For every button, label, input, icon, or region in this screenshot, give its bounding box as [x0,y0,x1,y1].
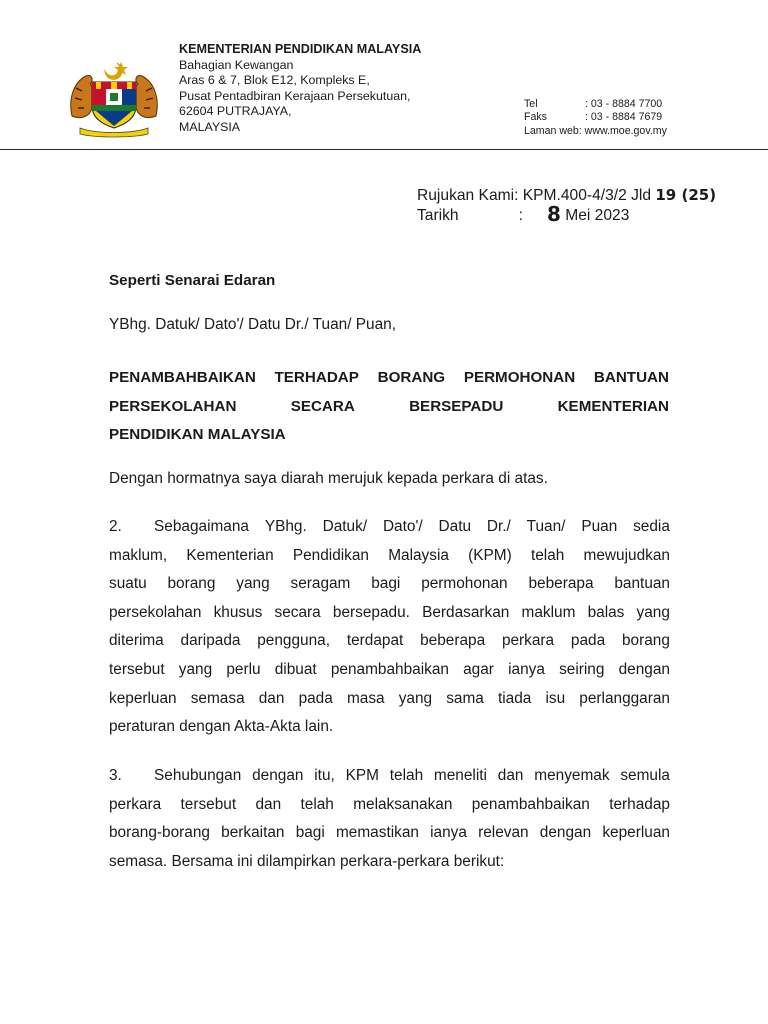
word: Dr./ [486,518,511,535]
word: BERSEPADU [409,397,504,415]
paragraph-line: peraturan dengan Akta-Akta lain. [109,718,334,736]
address-line: Bahagian Kewangan [179,57,294,72]
tel-row [524,98,667,111]
word: itu, [314,767,335,784]
word: sedia [633,518,670,535]
paragraph-line [109,656,670,685]
letterhead-divider [0,149,768,150]
word: tersebut [180,795,237,813]
web-row [524,125,667,138]
word: melaksanakan [353,795,453,813]
tel-value: : 03 - 8884 7700 [585,98,663,110]
word: isu [545,689,566,707]
subject-line: PENDIDIKAN MALAYSIA [109,426,286,443]
word: perlu [226,660,261,678]
word: maklum [521,603,576,621]
word: maklum, [109,546,168,564]
word: agar [463,660,494,678]
word: semasa [190,689,245,707]
fax-value: : 03 - 8884 7679 [585,111,663,124]
word: seiring [559,660,605,678]
tel-label: Tel [524,98,538,110]
malaysia-coat-of-arms-icon [66,58,162,138]
word: 3. Sehubungan [109,762,241,791]
word: keperluan [109,689,177,707]
word: 2. Sebagaimana [109,513,249,542]
date-value: Mei 2023 [565,207,630,224]
word: permohonan [421,575,508,593]
word: Malaysia [388,546,449,564]
word: dengan [539,824,592,842]
reference-label: Rujukan Kami: KPM.400-4/3/2 Jld [417,187,652,204]
word: menyemak [534,767,610,784]
word: pengguna, [257,632,331,650]
word: yang [236,575,270,593]
reference-handwritten: 19 (25) [655,186,717,204]
word: masa [346,689,385,707]
word: daripada [180,632,241,650]
ministry-name: KEMENTERIAN PENDIDIKAN MALAYSIA [179,42,422,56]
word: khusus [213,603,263,621]
paragraph-number: 3. [109,767,122,784]
paragraph-2 [109,513,670,742]
paragraph-line [109,542,670,571]
word: perlanggaran [579,689,670,707]
word: Datu [438,518,472,535]
word: tersebut [109,660,165,678]
word: balas [587,603,625,621]
fax-row [524,111,667,124]
word: bersepadu. [332,603,410,621]
web-label: Laman web [524,124,579,137]
date-colon: : [518,207,523,224]
word: yang [178,660,213,678]
word: bagi [295,824,325,842]
word: ianya [508,660,545,678]
word: beberapa [528,575,594,593]
paragraph-line [109,599,670,628]
word: dengan [252,767,304,784]
word: pada [570,632,606,650]
word: PERSEKOLAHAN [109,397,237,415]
word: perkara [109,795,162,813]
paragraph-line [109,513,670,542]
word: diterima [109,632,164,650]
paragraph-line [109,570,670,599]
date-label: Tarikh [417,207,459,224]
word: meneliti [433,767,487,784]
paragraph-line [109,819,670,848]
word: PERMOHONAN [463,369,576,386]
word: secara [274,603,321,621]
address-line: 62604 PUTRAJAYA, [179,104,292,119]
subject-heading [109,364,669,450]
word: bantuan [614,575,670,593]
word: penambahbaikan [471,795,590,813]
word: yang [636,603,670,621]
word: PENAMBAHBAIKAN [109,369,256,386]
word: perkara [501,632,555,650]
word: seragam [290,575,351,593]
salutation: YBhg. Datuk/ Dato'/ Datu Dr./ Tuan/ Puan, [109,316,396,333]
word: telah [300,795,334,813]
word: berkaitan [221,824,285,842]
word: borang [167,575,216,593]
word: terdapat [346,632,404,650]
word: sama [446,689,484,707]
word: YBhg. [264,518,307,535]
word: keperluan [602,824,670,842]
word: memastikan [335,824,419,842]
paragraph-number: 2. [109,518,122,535]
address-line: MALAYSIA [179,119,241,134]
fax-label: Faks [524,111,547,124]
word: borang-borang [109,824,210,842]
word: TERHADAP [274,369,359,386]
letterhead-organisation [179,42,421,136]
word: KPM [345,767,379,784]
date-row [417,202,716,226]
word: KEMENTERIAN [557,397,669,415]
word: Kementerian [186,546,274,564]
paragraph-line [109,762,670,791]
subject-line [109,393,669,422]
word: dan [258,689,285,707]
word: terhadap [609,795,670,813]
word: semula [620,767,670,784]
web-value: : www.moe.gov.my [578,124,667,137]
word: penambahbaikan [330,660,449,678]
word: relevan [478,824,529,842]
paragraph-line: semasa. Bersama ini dilampirkan perkara-perkara berikut: [109,852,505,870]
word: ianya [430,824,467,842]
word: Dato'/ [382,518,423,535]
word: Puan [581,518,618,535]
word: BANTUAN [593,369,669,386]
word: dengan [618,660,670,678]
word: Tuan/ [526,518,566,535]
word: dan [497,767,524,784]
word: dan [255,795,282,813]
address-line: Aras 6 & 7, Blok E12, Kompleks E, [179,73,370,88]
word: SECARA [290,397,355,415]
word: yang [398,689,433,707]
word: borang [621,632,670,650]
paragraph-line [109,685,670,714]
word: persekolahan [109,603,202,621]
word: (KPM) [468,546,512,564]
word: telah [530,546,565,564]
recipient: Seperti Senarai Edaran [109,272,276,289]
word: BORANG [377,369,446,386]
word: tiada [497,689,532,707]
paragraph-line [109,791,670,820]
subject-line [109,364,669,393]
word: suatu [109,575,147,593]
word: dibuat [274,660,317,678]
reference-block [417,186,716,225]
date-day-handwritten: 8 [546,202,561,226]
word: Berdasarkan [422,603,510,621]
word: Pendidikan [292,546,369,564]
word: telah [389,767,424,784]
address-line: Pusat Pentadbiran Kerajaan Persekutuan, [179,88,411,103]
word: Datuk/ [322,518,368,535]
paragraph-3 [109,762,670,876]
letterhead-contact [524,98,667,138]
word: beberapa [420,632,486,650]
word: mewujudkan [583,546,670,564]
reference-row [417,186,716,205]
word: bagi [371,575,401,593]
word: pada [298,689,333,707]
greeting: Dengan hormatnya saya diarah merujuk kepada perkara di atas. [109,470,548,487]
paragraph-line [109,627,670,656]
